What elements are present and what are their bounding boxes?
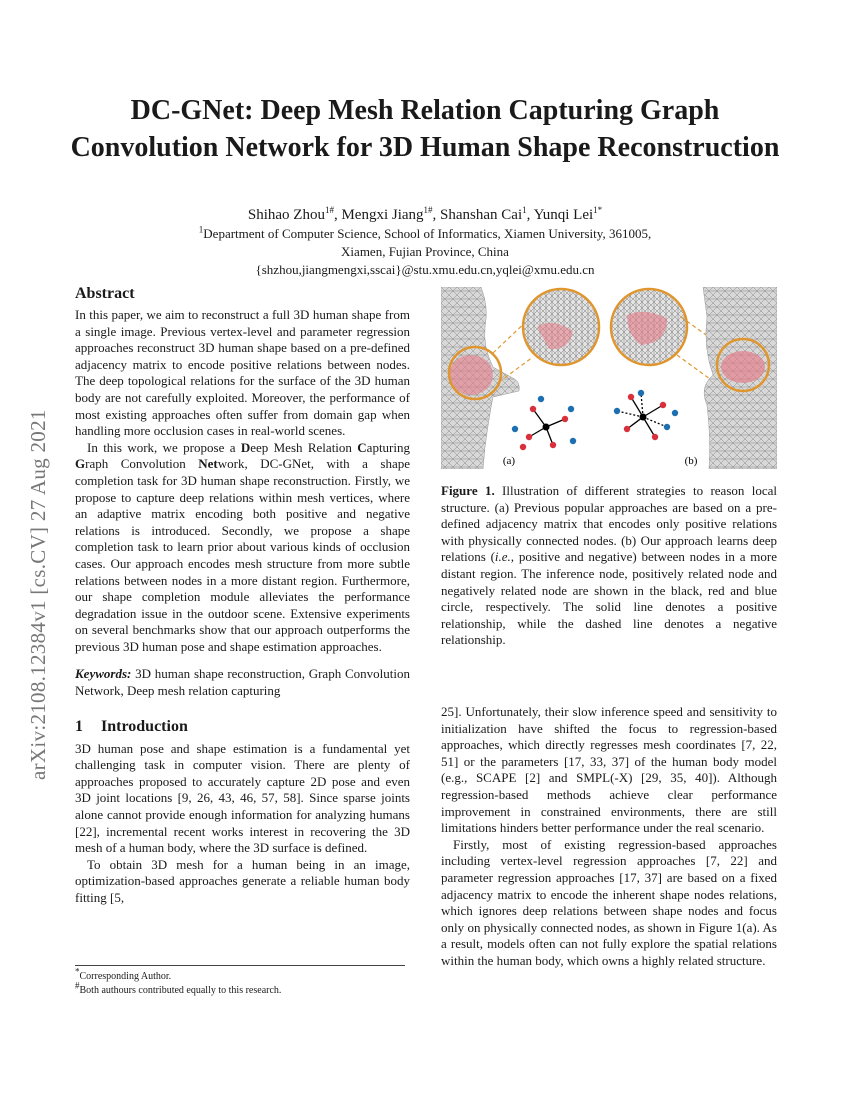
right-paragraph-2: Firstly, most of existing regression-based approaches including vertex-level regression approaches [7, 22] and parameter regression approaches [17, 37] are based on a fixed adjacency matrix to encode the inherent shape nodes relations, which ignores deep relations between shape nodes and focus only on physically connected nodes, as shown in Figure 1(a). As a result, models often can not fully explore the spatial relations within the human body, which owns a highly related structure.: [441, 836, 777, 968]
author-name: Shihao Zhou: [247, 207, 325, 223]
author-name: Mengxi Jiang: [341, 207, 424, 223]
figure-caption: Figure 1. Illustration of different strategies to reason local structure. (a) Previous popular approaches are based on a pre-defined adjacency matrix that encodes only positive relations with physically connected nodes. (b) Our approach learns deep relations (i.e., positive and negative) between nodes in a more distant region. The inference node, positively related node and negatively related node are shown in the black, red and blue circle, respectively. The solid line denotes a positive relationship, while the dashed line denotes a negative relationship.: [441, 483, 778, 648]
abstract-heading: Abstract: [75, 285, 135, 302]
intro-paragraph-1: 3D human pose and shape estimation is a fundamental yet challenging task in computer vision. There are plenty of approaches proposed to accurately capture 2D pose and even 3D joint locations [9, 26, 43, 46, 57, 58]. Since sparse joints alone cannot provide enough information for analyzing humans [22], incremental recent works interest in recovering the 3D mesh of a human body, where the 3D surface is defined.: [75, 740, 410, 856]
email-list: {shzhou,jiangmengxi,sscai}@stu.xmu.edu.cn,yqlei@xmu.edu.cn: [255, 262, 595, 277]
footnotes: *Corresponding Author. #Both authours contributed equally to this research.: [75, 965, 405, 998]
arxiv-identifier: arXiv:2108.12384v1 [cs.CV] 27 Aug 2021: [26, 409, 50, 780]
abstract-paragraph-2: In this work, we propose a Deep Mesh Relation Capturing Graph Convolution Network, DC-GNet, with a shape completion task for 3D human shape reconstruction. Firstly, we propose to capture deep relations within mesh vertices, where an adaptive matrix encoding both positive and negative relations is introduced. Secondly, we propose a shape completion task to learn prior about various kinds of occlusion cases. Our approach encodes mesh structure from more subtle relations between nodes in a more distant region. Furthermore, our shape completion module alleviates the performance degradation issue in the outdoor scene. Extensive experiments on several benchmarks show that our approach outperforms the previous 3D human pose and shape estimation approaches.: [75, 439, 411, 654]
section-heading-introduction: 1 Introduction: [75, 717, 188, 735]
abstract-paragraph-1: In this paper, we aim to reconstruct a full 3D human shape from a single image. Previous vertex-level and parameter regression approaches reconstruct 3D human shape based on a pre-defined adjacency matrix to encode positive relations between nodes. The deep topological relations for the surface of the 3D human body are not carefully exploited. Moreover, the performance of most existing approaches often suffer from domain gap when handling more occlusion cases in real-world scenes.: [75, 307, 410, 439]
node-graph-a: [512, 396, 576, 450]
region-highlight-right: [721, 351, 765, 383]
keywords: Keywords: 3D human shape reconstruction, Graph Convolution Network, Deep mesh relation capturing: [75, 666, 410, 699]
right-paragraph-1: 25]. Unfortunately, their slow inference speed and sensitivity to initialization have shifted the focus to regression-based approaches, which directly regresses mesh coordinates [7, 22, 51] or the parameters [17, 33, 37] of the human body model (e.g., SCAPE [2] and SMPL(-X) [29, 35, 40]). Although regression-based methods achieve clear performance improvement in constrained environments, there are still limitations hinders better performance under the real scenario.: [441, 704, 777, 836]
affiliation: $^1$Department of Computer Science, School of Informatics, Xiamen University, 361005, Xiamen, Fujian Province, China {shzhou,jiangmengxi,sscai}@stu.xmu.edu.cn,yqlei@xmu.edu.cn: [60, 225, 790, 279]
left-column: [75, 285, 410, 907]
author-name: Yunqi Lei: [533, 207, 594, 223]
author-list: Shihao Zhou$^{1\#}$, Mengxi Jiang$^{1\#}$, Shanshan Cai$^1$, Yunqi Lei$^{1*}$: [247, 205, 603, 223]
node-graph-b: [614, 390, 678, 440]
right-column-text: [441, 704, 777, 970]
intro-paragraph-2: To obtain 3D mesh for a human being in an image, optimization-based approaches generate a reliable human body fitting [5,: [75, 856, 410, 905]
subfigure-label-a: (a): [502, 455, 516, 467]
paper-title: DC-GNet: Deep Mesh Relation Capturing Graph Convolution Network for 3D Human Shape Reconstruction: [70, 95, 780, 163]
figure-1-illustration: [441, 287, 777, 469]
author-name: Shanshan Cai: [440, 207, 523, 223]
subfigure-label-b: (b): [684, 455, 698, 467]
